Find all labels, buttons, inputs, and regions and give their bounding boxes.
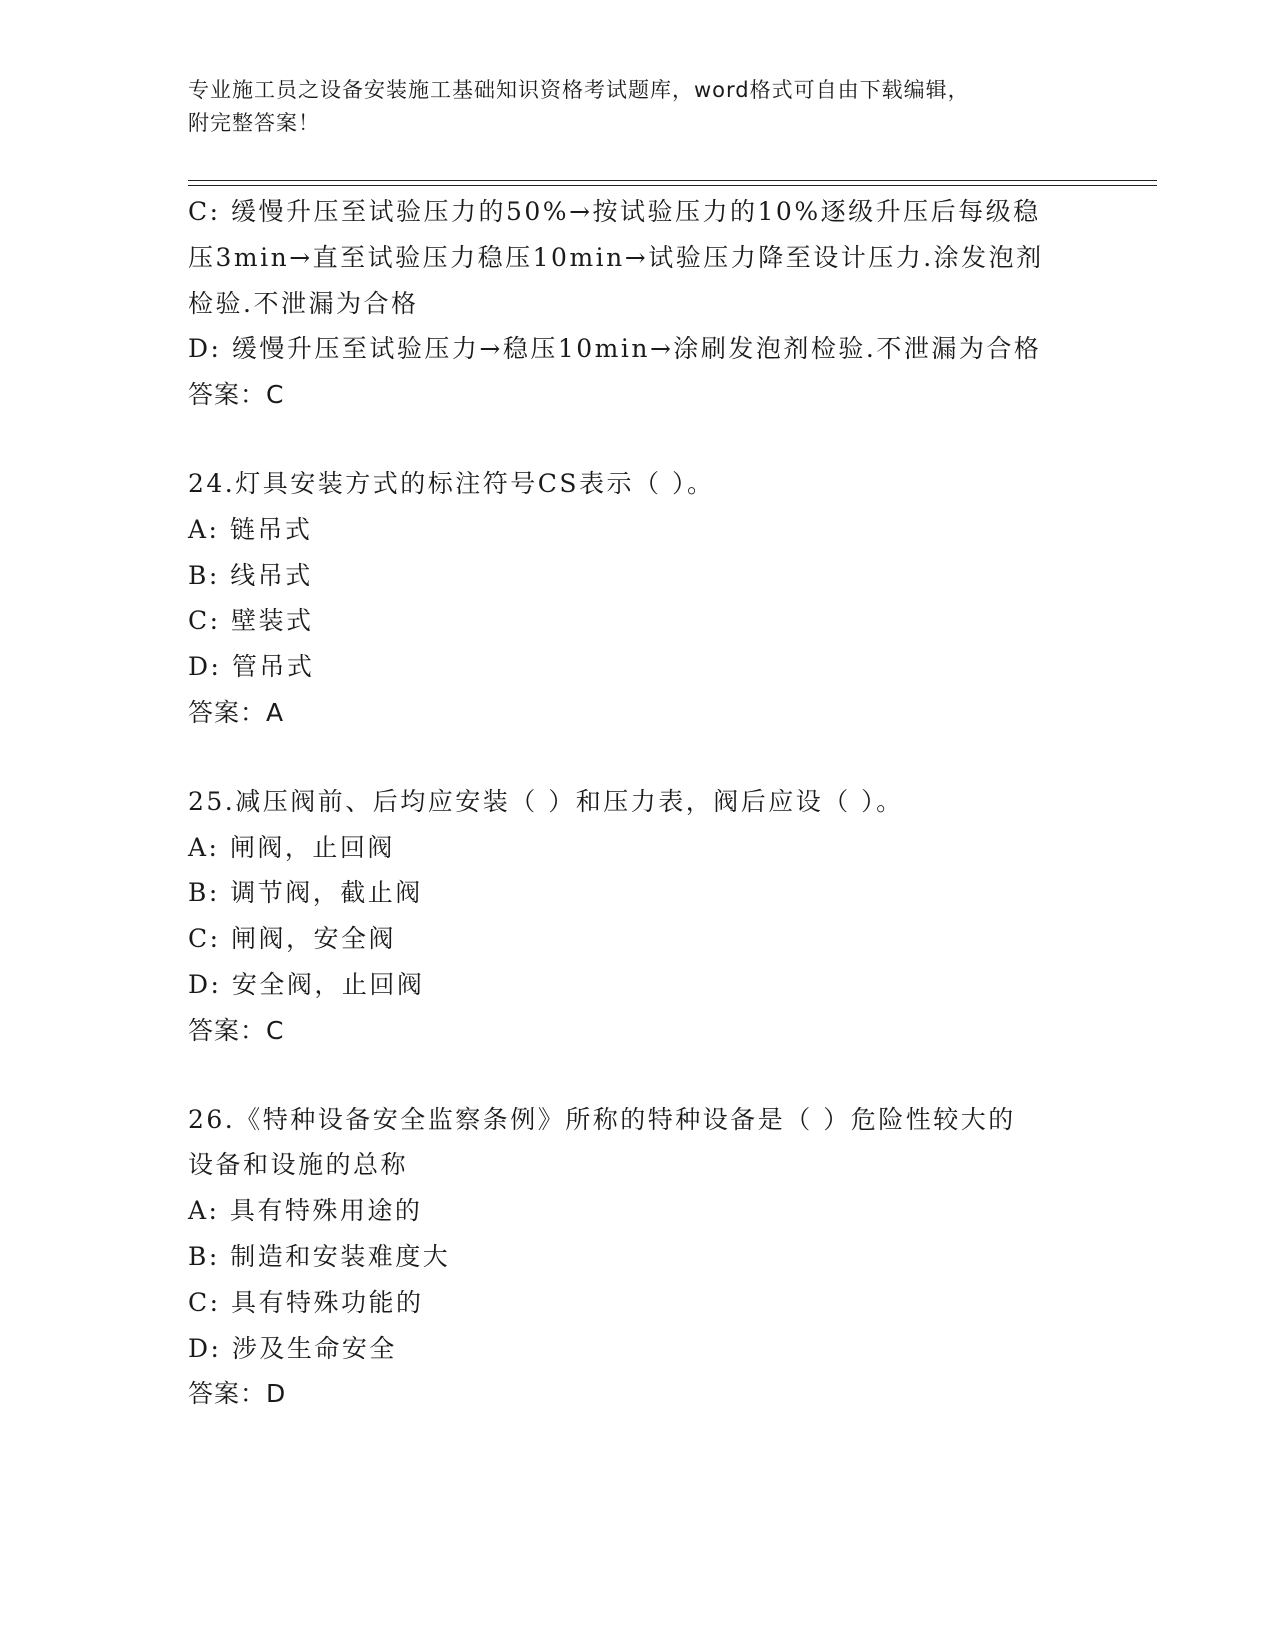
question-23-tail <box>188 189 1108 418</box>
header-rule-bottom <box>188 185 1157 186</box>
option-d: D: 安全阀，止回阀 <box>188 969 425 999</box>
answer: 答案：A <box>188 697 285 727</box>
option-c: C: 闸阀，安全阀 <box>188 924 396 954</box>
option-b: B: 调节阀，截止阀 <box>188 878 423 908</box>
answer: 答案：C <box>188 1015 285 1045</box>
option-d: D: 缓慢升压至试验压力→稳压10min→涂刷发泡剂检验.不泄漏为合格 <box>188 334 1042 364</box>
option-c: C: 壁装式 <box>188 606 314 636</box>
question-24 <box>188 461 1108 736</box>
question-stem: 24.灯具安装方式的标注符号CS表示（ ）。 <box>188 468 715 498</box>
spacer <box>188 1054 1108 1097</box>
option-a: A: 闸阀，止回阀 <box>188 832 395 862</box>
option-a: A: 链吊式 <box>188 514 313 544</box>
question-26 <box>188 1097 1108 1418</box>
answer: 答案：D <box>188 1379 287 1409</box>
option-c-line-3: 检验.不泄漏为合格 <box>188 288 419 318</box>
option-c-line-1: C: 缓慢升压至试验压力的50%→按试验压力的10%逐级升压后每级稳 <box>188 197 1041 226</box>
option-b: B: 制造和安装难度大 <box>188 1241 451 1271</box>
option-d: D: 涉及生命安全 <box>188 1333 397 1363</box>
spacer <box>188 418 1108 461</box>
question-list <box>188 189 1108 1417</box>
question-stem: 25.减压阀前、后均应安装（ ）和压力表，阀后应设（ ）。 <box>188 786 904 816</box>
option-c-line-2: 压3min→直至试验压力稳压10min→试验压力降至设计压力.涂发泡剂 <box>188 242 1044 272</box>
option-a: A: 具有特殊用途的 <box>188 1196 423 1226</box>
document-header <box>188 74 1088 140</box>
answer: 答案：C <box>188 380 285 410</box>
option-b: B: 线吊式 <box>188 560 313 590</box>
header-line-2: 附完整答案！ <box>188 111 320 135</box>
option-d: D: 管吊式 <box>188 652 315 682</box>
option-c: C: 具有特殊功能的 <box>188 1287 424 1317</box>
header-line-1: 专业施工员之设备安装施工基础知识资格考试题库，word格式可自由下载编辑， <box>188 78 970 102</box>
question-stem-line-1: 26.《特种设备安全监察条例》所称的特种设备是（ ）危险性较大的 <box>188 1104 1016 1134</box>
question-25 <box>188 779 1108 1054</box>
spacer <box>188 736 1108 779</box>
question-stem-line-2: 设备和设施的总称 <box>188 1150 409 1180</box>
header-rule-top <box>188 180 1157 181</box>
